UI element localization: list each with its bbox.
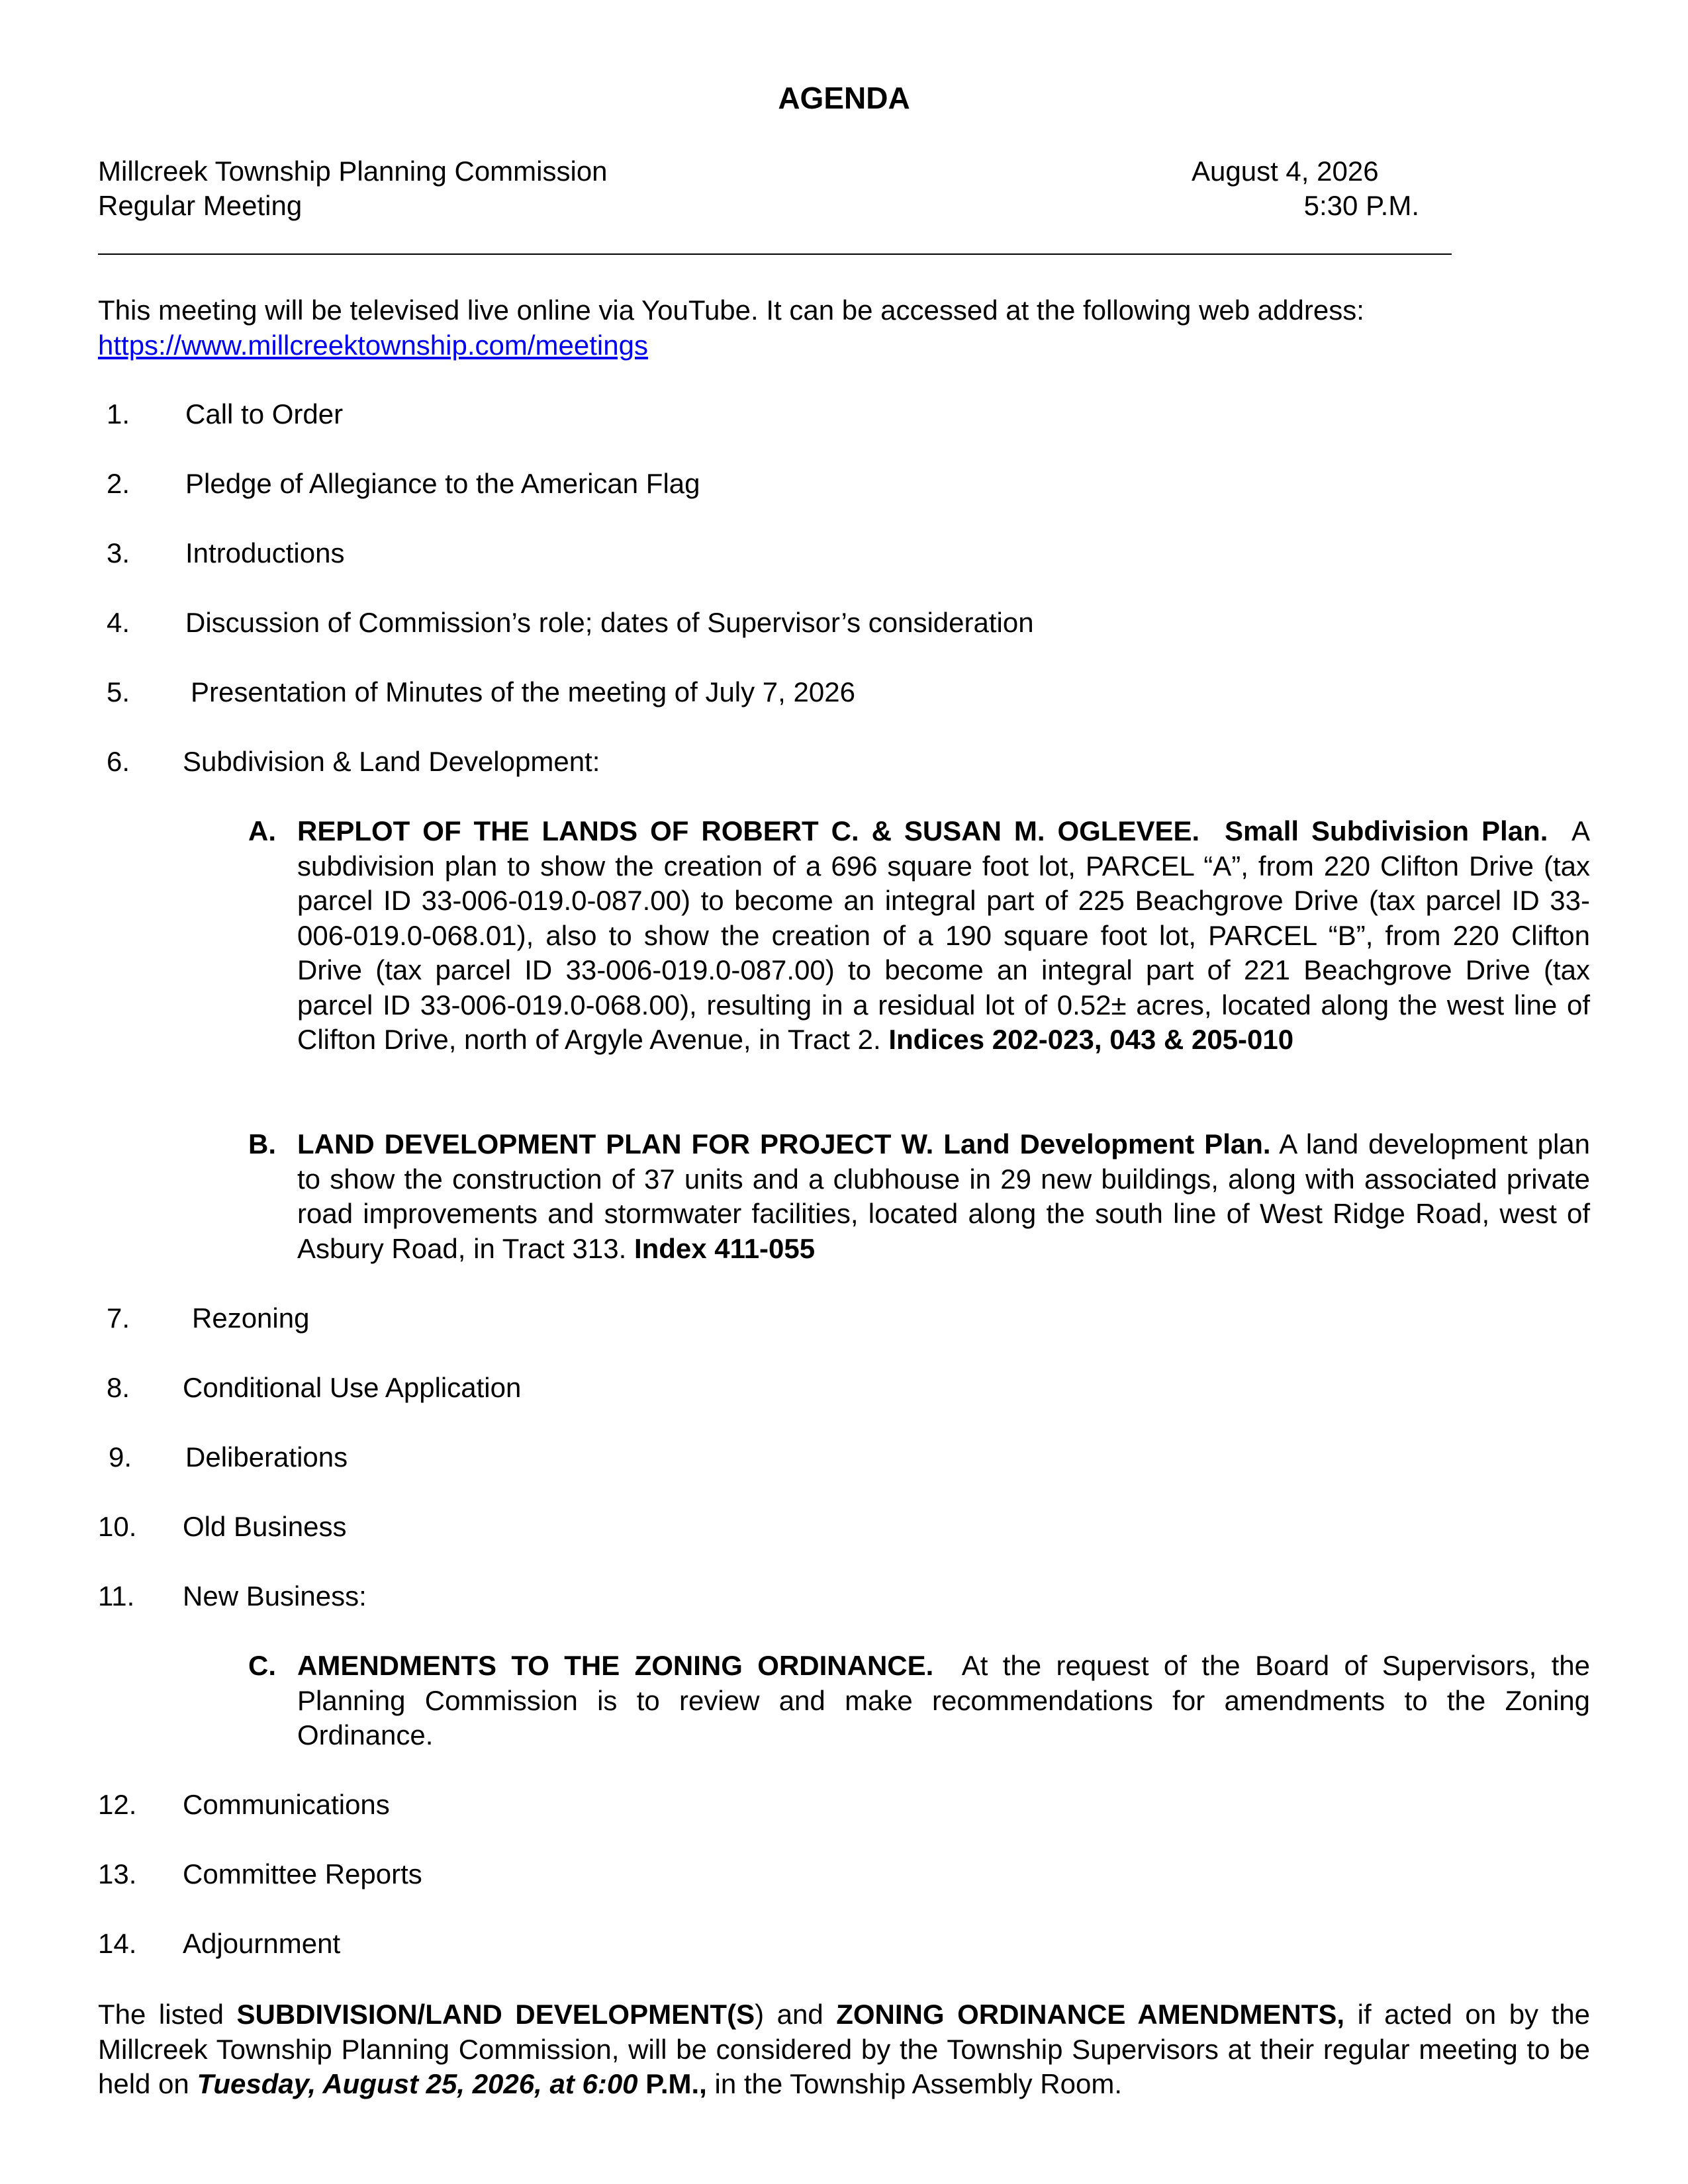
item-committee-reports: Committee Reports (183, 1858, 422, 1889)
subitem-heading: AMENDMENTS TO THE ZONING ORDINANCE. (297, 1650, 934, 1681)
item-number: 14. (98, 1928, 137, 1959)
organization-name: Millcreek Township Planning Commission (98, 156, 608, 187)
footer-bold-zoning: ZONING ORDINANCE AMENDMENTS, (836, 1999, 1345, 2030)
item-number: 1. (107, 398, 130, 430)
item-minutes: Presentation of Minutes of the meeting of July 7, 2026 (191, 676, 855, 707)
footer-text: The listed (98, 1999, 237, 2030)
item-number: 9. (109, 1441, 132, 1473)
subitem-body: A subdivision plan to show the creation of a 696 square foot lot, PARCEL “A”, from 220 Clifton Drive (tax parcel ID 33-006-019.0-087.00) to become an integral part of 225 Beachgrove Drive (tax parcel ID 33-006-019.0-068.01), also to show the creation of a 190 square foot lot, PARCEL “B”, from 220 Clifton Drive (tax parcel ID 33-006-019.0-087.00) to become an integral part of 221 Beachgrove Drive (tax parcel ID 33-006-019.0-068.00), resulting in a residual lot of 0.52± acres, located along the west line of Clifton Drive, north of Argyle Avenue, in Tract 2. (297, 815, 1590, 1055)
subitem-plan-type: Land Development Plan. (943, 1128, 1271, 1160)
item-call-to-order: Call to Order (185, 398, 344, 430)
item-number: 4. (107, 607, 130, 638)
meetings-link[interactable]: https://www.millcreektownship.com/meetings (98, 329, 648, 361)
page-title: AGENDA (778, 81, 910, 115)
subitem-c-text (297, 1649, 1590, 1753)
subitem-heading: REPLOT OF THE LANDS OF ROBERT C. & SUSAN M. OGLEVEE. (297, 815, 1200, 846)
item-new-business: New Business: (183, 1580, 367, 1612)
subitem-body: A land development plan to show the construction of 37 units and a clubhouse in 29 new buildings, along with associated private road improvements and stormwater facilities, located along the south line of West Ridge Road, west of Asbury Road, in Tract 313. (297, 1128, 1590, 1264)
item-adjournment: Adjournment (183, 1928, 341, 1959)
item-number: 7. (107, 1302, 130, 1334)
meeting-time: 5:30 P.M. (1303, 190, 1419, 221)
footer-meeting-date: Tuesday, August 25, 2026, at 6:00 (197, 2068, 638, 2099)
footer-text: ) and (755, 1999, 837, 2030)
item-rezoning: Rezoning (192, 1302, 310, 1334)
item-deliberations: Deliberations (185, 1441, 348, 1473)
item-number: 13. (98, 1858, 137, 1889)
footer-text: in the Township Assembly Room. (706, 2068, 1123, 2099)
subitem-heading: LAND DEVELOPMENT PLAN FOR PROJECT W. (297, 1128, 934, 1160)
subitem-b (248, 1127, 1590, 1266)
item-old-business: Old Business (183, 1511, 347, 1542)
header-divider (98, 253, 1452, 255)
item-discussion: Discussion of Commission’s role; dates of Supervisor’s consideration (185, 607, 1034, 638)
item-introductions: Introductions (185, 537, 345, 569)
subitem-letter: B. (248, 1128, 276, 1160)
subitem-b-text (297, 1127, 1590, 1266)
intro-paragraph (98, 293, 1488, 363)
meeting-type: Regular Meeting (98, 190, 303, 221)
subitem-plan-type: Small Subdivision Plan. (1225, 815, 1548, 846)
footer-meeting-time: P.M., (637, 2068, 707, 2099)
subitem-body: At the request of the Board of Supervisors, the Planning Commission is to review and make recommendations for amendments to the Zoning Ordinance. (297, 1650, 1590, 1751)
item-number: 5. (107, 676, 130, 707)
item-subdivision: Subdivision & Land Development: (183, 746, 600, 777)
footer-text: if acted on by the Millcreek Township Planning Commission, will be considered by the Township Supervisors at their regular meeting to be held on (98, 1999, 1590, 2099)
item-communications: Communications (183, 1789, 390, 1820)
subitem-a-text (297, 814, 1590, 1058)
subitem-index: Index 411-055 (633, 1232, 816, 1264)
subitem-a (248, 814, 1590, 1058)
item-pledge: Pledge of Allegiance to the American Flag (185, 468, 700, 499)
item-number: 10. (98, 1511, 137, 1542)
footer-bold-subdivision: SUBDIVISION/LAND DEVELOPMENT(S (236, 1999, 755, 2030)
item-number: 11. (98, 1580, 135, 1612)
subitem-letter: C. (248, 1650, 276, 1681)
item-number: 2. (107, 468, 130, 499)
subitem-c (248, 1649, 1590, 1753)
subitem-index: Indices 202-023, 043 & 205-010 (888, 1024, 1294, 1055)
item-conditional-use: Conditional Use Application (183, 1372, 522, 1403)
item-number: 8. (107, 1372, 130, 1403)
subitem-letter: A. (248, 815, 276, 846)
item-number: 6. (107, 746, 130, 777)
intro-text: This meeting will be televised live online via YouTube. It can be accessed at the following web address: (98, 295, 1364, 326)
footer-paragraph (98, 1997, 1590, 2102)
item-number: 12. (98, 1789, 137, 1820)
meeting-date: August 4, 2026 (1192, 156, 1379, 187)
item-number: 3. (107, 537, 130, 569)
